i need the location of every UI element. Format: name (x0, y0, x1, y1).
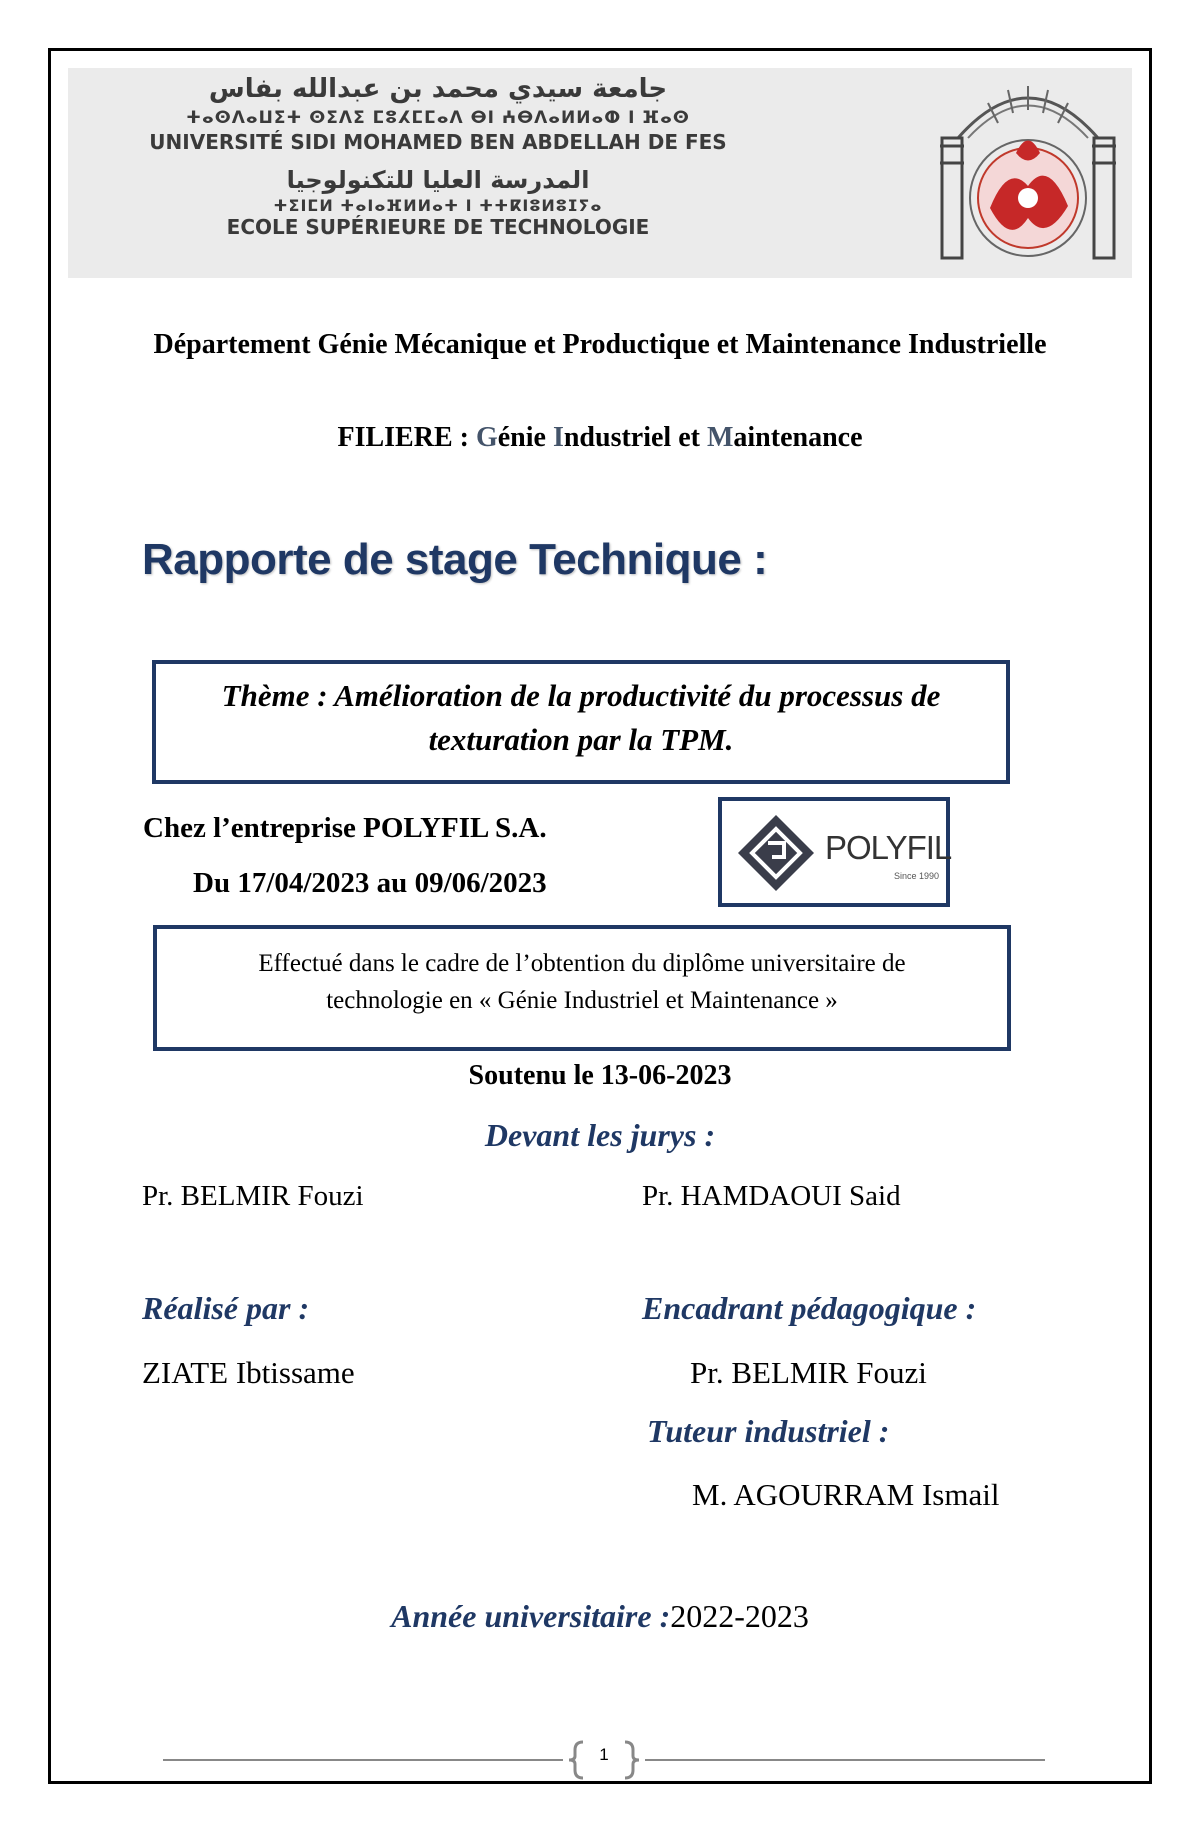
header-text (78, 68, 798, 239)
filiere-initial-g: G (475, 422, 498, 453)
encadrant-name: Pr. BELMIR Fouzi (690, 1355, 927, 1390)
filiere-prefix: FILIERE : (337, 422, 476, 453)
polyfil-logo (718, 797, 950, 907)
academic-year-label: Année universitaire : (391, 1598, 671, 1634)
jury-member-1: Pr. BELMIR Fouzi (142, 1180, 364, 1212)
defense-date: Soutenu le 13-06-2023 (468, 1060, 732, 1091)
diploma-line-2: technologie en « Génie Industriel et Maintenance » (326, 987, 838, 1014)
school-name-french: ECOLE SUPÉRIEURE DE TECHNOLOGIE (226, 215, 650, 239)
theme-box: Thème : Amélioration de la productivité du processus de texturation par la TPM. (152, 660, 1010, 784)
university-emblem-icon (928, 68, 1128, 278)
diploma-line-1: Effectué dans le cadre de l’obtention du diplôme universitaire de (258, 950, 906, 977)
filiere-initial-m: M (706, 422, 734, 453)
polyfil-diamond-icon (736, 813, 816, 893)
page-footer (163, 1740, 1045, 1780)
footer-line-right (645, 1759, 1045, 1761)
academic-year-value: 2022-2023 (670, 1598, 809, 1634)
department-name: Département Génie Mécanique et Productique et Maintenance Industrielle (153, 329, 1047, 360)
page-border (48, 48, 1152, 1784)
internship-dates: Du 17/04/2023 au 09/06/2023 (193, 867, 547, 899)
polyfil-logo-text: POLYFIL (825, 829, 952, 866)
page-number: 1 (599, 1745, 609, 1764)
school-name-arabic: المدرسة العليا للتكنولوجيا (286, 166, 590, 194)
encadrant-heading: Encadrant pédagogique : (642, 1290, 977, 1326)
footer-line-left (163, 1759, 563, 1761)
university-name-arabic: جامعة سيدي محمد بن عبدالله بفاس (208, 74, 668, 104)
filiere-text-m: aintenance (733, 422, 863, 453)
school-name-tifinagh: ⵜⵉⵏⵎⵍ ⵜⴰⵏⴰⴼⵍⵍⴰⵜ ⵏ ⵜⵜⴽⵏⵓⵍⵓⵊⵢⴰ (273, 196, 603, 215)
filiere-initial-i: I (552, 422, 564, 453)
tuteur-name: M. AGOURRAM Ismail (692, 1477, 1000, 1512)
university-header (68, 68, 1132, 278)
tuteur-heading: Tuteur industriel : (647, 1413, 890, 1449)
student-name: ZIATE Ibtissame (142, 1355, 355, 1390)
filiere-text-i: ndustriel et (563, 422, 707, 453)
report-title: Rapporte de stage Technique : (142, 535, 768, 584)
university-name-french: UNIVERSITÉ SIDI MOHAMED BEN ABDELLAH DE FES (149, 130, 727, 154)
jury-member-2: Pr. HAMDAOUI Said (642, 1180, 901, 1212)
polyfil-since: Since 1990 (894, 871, 940, 881)
filiere-line (100, 422, 1100, 454)
diploma-box (153, 925, 1011, 1051)
university-name-tifinagh: ⵜⴰⵙⴷⴰⵡⵉⵜ ⵙⵉⴷⵉ ⵎⵓⵃⵎⵎⴰⴷ ⴱⵏ ⵄⴱⴷⴰⵍⵍⴰⵀ ⵏ ⴼⴰⵙ (186, 108, 690, 128)
jury-heading: Devant les jurys : (484, 1117, 716, 1153)
academic-year (100, 1598, 1100, 1635)
filiere-text-g: énie (497, 422, 553, 453)
realise-par-heading: Réalisé par : (142, 1290, 310, 1326)
company-line: Chez l’entreprise POLYFIL S.A. (143, 812, 547, 844)
